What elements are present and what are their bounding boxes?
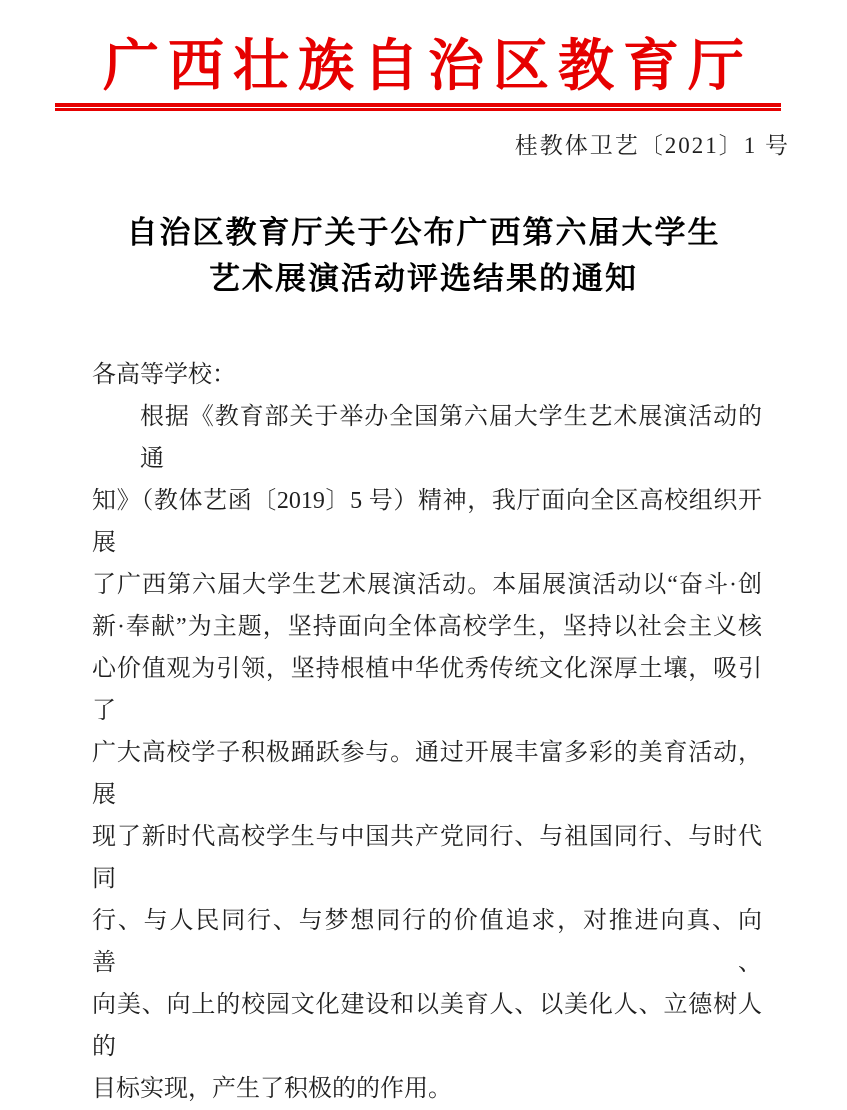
body-line: 向美、向上的校园文化建设和以美育人、以美化人、立德树人的	[92, 992, 762, 1060]
agency-header: 广西壮族自治区教育厅	[103, 36, 753, 98]
salutation: 各高等学校：	[92, 362, 236, 388]
body-line: 行、与人民同行、与梦想同行的价值追求，对推进向真、向善、	[92, 908, 762, 976]
body-line: 了广西第六届大学生艺术展演活动。本届展演活动以“奋斗·创	[92, 572, 762, 598]
document-number: 桂教体卫艺〔2021〕1 号	[514, 133, 790, 158]
body-line: 目标实现，产生了积极的的作用。	[92, 1076, 452, 1102]
body-paragraph	[92, 396, 762, 1110]
body-line: 根据《教育部关于举办全国第六届大学生艺术展演活动的通	[140, 404, 762, 472]
body-line: 心价值观为引领，坚持根植中华优秀传统文化深厚土壤，吸引了	[92, 656, 762, 724]
body-line: 知》（教体艺函〔2019〕5 号）精神，我厅面向全区高校组织开展	[92, 488, 762, 556]
notice-title	[0, 210, 847, 302]
red-separator-line	[55, 103, 781, 111]
notice-title-line1: 自治区教育厅关于公布广西第六届大学生	[126, 215, 721, 250]
document-body	[92, 354, 762, 1110]
body-line: 广大高校学子积极踊跃参与。通过开展丰富多彩的美育活动，展	[92, 740, 762, 808]
notice-title-line2: 艺术展演活动评选结果的通知	[209, 261, 638, 296]
body-line: 新·奉献”为主题，坚持面向全体高校学生，坚持以社会主义核	[92, 614, 762, 640]
body-line: 现了新时代高校学生与中国共产党同行、与祖国同行、与时代同	[92, 824, 762, 892]
